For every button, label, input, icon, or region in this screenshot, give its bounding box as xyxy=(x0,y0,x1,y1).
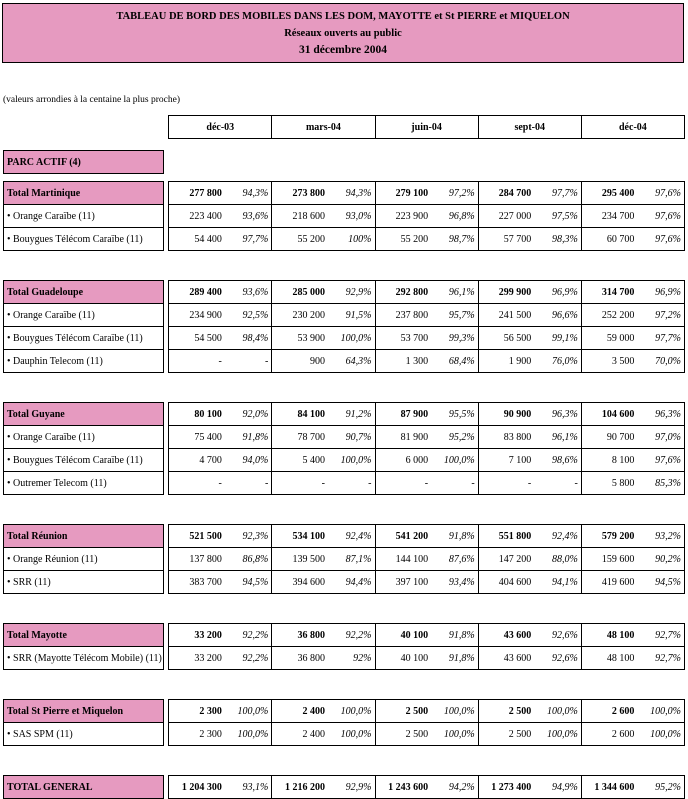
percent-cell: 68,4% xyxy=(431,350,478,373)
percent-cell: 97,6% xyxy=(637,228,684,251)
period-header: mars-04 xyxy=(272,116,375,139)
value-cell: 223 900 xyxy=(375,205,431,228)
spacer-row xyxy=(4,495,685,525)
row-label: Total Réunion xyxy=(4,525,164,548)
value-cell: 81 900 xyxy=(375,426,431,449)
value-cell: 1 273 400 xyxy=(478,776,534,799)
percent-cell: 96,1% xyxy=(534,426,581,449)
total-row xyxy=(4,182,685,205)
value-cell: 279 100 xyxy=(375,182,431,205)
value-cell: 223 400 xyxy=(169,205,225,228)
percent-cell: 93,6% xyxy=(225,281,272,304)
percent-cell: 97,0% xyxy=(637,426,684,449)
value-cell: 159 600 xyxy=(581,548,637,571)
value-cell: 237 800 xyxy=(375,304,431,327)
value-cell: 36 800 xyxy=(272,647,328,670)
spacer-row xyxy=(4,251,685,281)
grand-total-row xyxy=(4,776,685,799)
value-cell: 40 100 xyxy=(375,624,431,647)
value-cell: 234 900 xyxy=(169,304,225,327)
percent-cell: 94,3% xyxy=(328,182,375,205)
spacer-row xyxy=(4,746,685,776)
percent-cell: 92,7% xyxy=(637,624,684,647)
spacer-row xyxy=(4,139,685,151)
percent-cell: 91,2% xyxy=(328,403,375,426)
rounding-note: (valeurs arrondies à la centaine la plus proche) xyxy=(3,95,180,105)
percent-cell: 97,6% xyxy=(637,205,684,228)
value-cell: 534 100 xyxy=(272,525,328,548)
value-cell: 84 100 xyxy=(272,403,328,426)
percent-cell: 91,8% xyxy=(225,426,272,449)
row-label: • Orange Caraïbe (11) xyxy=(4,205,164,228)
operator-row xyxy=(4,472,685,495)
value-cell: 299 900 xyxy=(478,281,534,304)
row-label: • Orange Caraïbe (11) xyxy=(4,304,164,327)
percent-cell: 94,1% xyxy=(534,571,581,594)
operator-row xyxy=(4,723,685,746)
value-cell: 1 216 200 xyxy=(272,776,328,799)
row-label: • Bouygues Télécom Caraïbe (11) xyxy=(4,327,164,350)
percent-cell: 100,0% xyxy=(431,723,478,746)
row-label: Total Martinique xyxy=(4,182,164,205)
value-cell: 54 500 xyxy=(169,327,225,350)
value-cell: 397 100 xyxy=(375,571,431,594)
percent-cell: 90,2% xyxy=(637,548,684,571)
row-label: Total St Pierre et Miquelon xyxy=(4,700,164,723)
value-cell: - xyxy=(272,472,328,495)
value-cell: 90 900 xyxy=(478,403,534,426)
percent-cell: 93,6% xyxy=(225,205,272,228)
total-row xyxy=(4,525,685,548)
spacer-row xyxy=(4,594,685,624)
value-cell: 404 600 xyxy=(478,571,534,594)
value-cell: 1 204 300 xyxy=(169,776,225,799)
percent-cell: 92,4% xyxy=(534,525,581,548)
percent-cell: 92% xyxy=(328,647,375,670)
row-label: Total Mayotte xyxy=(4,624,164,647)
percent-cell: 98,6% xyxy=(534,449,581,472)
percent-cell: 96,3% xyxy=(637,403,684,426)
spacer-row xyxy=(4,174,685,182)
percent-cell: 100,0% xyxy=(328,723,375,746)
period-header-row xyxy=(4,116,685,139)
row-label: Total Guyane xyxy=(4,403,164,426)
row-label: • Bouygues Télécom Caraïbe (11) xyxy=(4,228,164,251)
percent-cell: 92,9% xyxy=(328,776,375,799)
percent-cell: 100,0% xyxy=(637,700,684,723)
spacer-cell xyxy=(4,670,685,700)
percent-cell: - xyxy=(431,472,478,495)
value-cell: 147 200 xyxy=(478,548,534,571)
percent-cell: 92,7% xyxy=(637,647,684,670)
percent-cell: 92,6% xyxy=(534,647,581,670)
value-cell: 8 100 xyxy=(581,449,637,472)
percent-cell: 93,2% xyxy=(637,525,684,548)
value-cell: 227 000 xyxy=(478,205,534,228)
percent-cell: 91,8% xyxy=(431,525,478,548)
operator-row xyxy=(4,205,685,228)
percent-cell: 95,2% xyxy=(431,426,478,449)
percent-cell: 100,0% xyxy=(637,723,684,746)
percent-cell: 86,8% xyxy=(225,548,272,571)
value-cell: 56 500 xyxy=(478,327,534,350)
row-label: • Bouygues Télécom Caraïbe (11) xyxy=(4,449,164,472)
value-cell: 383 700 xyxy=(169,571,225,594)
operator-row xyxy=(4,449,685,472)
value-cell: 5 800 xyxy=(581,472,637,495)
percent-cell: 94,3% xyxy=(225,182,272,205)
percent-cell: 92,5% xyxy=(225,304,272,327)
operator-row xyxy=(4,548,685,571)
percent-cell: 92,2% xyxy=(225,647,272,670)
value-cell: 900 xyxy=(272,350,328,373)
percent-cell: 94,9% xyxy=(534,776,581,799)
percent-cell: 76,0% xyxy=(534,350,581,373)
value-cell: 419 600 xyxy=(581,571,637,594)
total-row xyxy=(4,403,685,426)
value-cell: 1 900 xyxy=(478,350,534,373)
percent-cell: 100,0% xyxy=(225,723,272,746)
percent-cell: 99,1% xyxy=(534,327,581,350)
row-label: Total Guadeloupe xyxy=(4,281,164,304)
row-label: • Dauphin Telecom (11) xyxy=(4,350,164,373)
period-header: déc-04 xyxy=(581,116,684,139)
spacer-cell xyxy=(4,373,685,403)
spacer-cell xyxy=(4,495,685,525)
operator-row xyxy=(4,327,685,350)
spacer-row xyxy=(4,373,685,403)
percent-cell: 92,0% xyxy=(225,403,272,426)
value-cell: 521 500 xyxy=(169,525,225,548)
value-cell: 252 200 xyxy=(581,304,637,327)
percent-cell: 94,5% xyxy=(225,571,272,594)
percent-cell: 98,3% xyxy=(534,228,581,251)
value-cell: 104 600 xyxy=(581,403,637,426)
value-cell: 54 400 xyxy=(169,228,225,251)
report-title: TABLEAU DE BORD DES MOBILES DANS LES DOM, MAYOTTE et St PIERRE et MIQUELON xyxy=(116,11,570,22)
period-header: sept-04 xyxy=(478,116,581,139)
value-cell: 53 700 xyxy=(375,327,431,350)
value-cell: 2 400 xyxy=(272,700,328,723)
percent-cell: 64,3% xyxy=(328,350,375,373)
percent-cell: 94,5% xyxy=(637,571,684,594)
percent-cell: 100,0% xyxy=(431,449,478,472)
percent-cell: - xyxy=(534,472,581,495)
percent-cell: 100,0% xyxy=(328,449,375,472)
value-cell: 87 900 xyxy=(375,403,431,426)
total-row xyxy=(4,624,685,647)
value-cell: 139 500 xyxy=(272,548,328,571)
value-cell: 2 500 xyxy=(375,700,431,723)
report-subtitle: Réseaux ouverts au public xyxy=(284,28,402,39)
value-cell: 394 600 xyxy=(272,571,328,594)
percent-cell: 91,5% xyxy=(328,304,375,327)
percent-cell: - xyxy=(328,472,375,495)
operator-row xyxy=(4,304,685,327)
percent-cell: 95,5% xyxy=(431,403,478,426)
value-cell: 234 700 xyxy=(581,205,637,228)
percent-cell: 97,6% xyxy=(637,182,684,205)
percent-cell: 95,2% xyxy=(637,776,684,799)
percent-cell: 90,7% xyxy=(328,426,375,449)
percent-cell: 93,4% xyxy=(431,571,478,594)
percent-cell: 92,2% xyxy=(225,624,272,647)
percent-cell: 91,8% xyxy=(431,647,478,670)
value-cell: 2 400 xyxy=(272,723,328,746)
percent-cell: 100,0% xyxy=(328,700,375,723)
value-cell: 241 500 xyxy=(478,304,534,327)
spacer-cell xyxy=(4,139,685,151)
value-cell: 57 700 xyxy=(478,228,534,251)
value-cell: 48 100 xyxy=(581,647,637,670)
value-cell: 4 700 xyxy=(169,449,225,472)
percent-cell: 100% xyxy=(328,228,375,251)
value-cell: 7 100 xyxy=(478,449,534,472)
value-cell: 40 100 xyxy=(375,647,431,670)
spacer-row xyxy=(4,670,685,700)
value-cell: 284 700 xyxy=(478,182,534,205)
value-cell: 273 800 xyxy=(272,182,328,205)
value-cell: 78 700 xyxy=(272,426,328,449)
percent-cell: 96,9% xyxy=(637,281,684,304)
value-cell: 314 700 xyxy=(581,281,637,304)
percent-cell: 92,6% xyxy=(534,624,581,647)
value-cell: 2 300 xyxy=(169,723,225,746)
percent-cell: 99,3% xyxy=(431,327,478,350)
percent-cell: 100,0% xyxy=(225,700,272,723)
report-header xyxy=(2,3,684,63)
value-cell: 2 300 xyxy=(169,700,225,723)
dashboard-table xyxy=(3,115,685,799)
percent-cell: 91,8% xyxy=(431,624,478,647)
value-cell: 80 100 xyxy=(169,403,225,426)
percent-cell: 93,1% xyxy=(225,776,272,799)
operator-row xyxy=(4,228,685,251)
percent-cell: 94,2% xyxy=(431,776,478,799)
percent-cell: 87,1% xyxy=(328,548,375,571)
value-cell: 1 243 600 xyxy=(375,776,431,799)
value-cell: 277 800 xyxy=(169,182,225,205)
percent-cell: 97,7% xyxy=(225,228,272,251)
percent-cell: 96,1% xyxy=(431,281,478,304)
percent-cell: 97,2% xyxy=(431,182,478,205)
percent-cell: 96,6% xyxy=(534,304,581,327)
value-cell: 6 000 xyxy=(375,449,431,472)
value-cell: 55 200 xyxy=(375,228,431,251)
percent-cell: 92,2% xyxy=(328,624,375,647)
percent-cell: 97,7% xyxy=(534,182,581,205)
percent-cell: 98,4% xyxy=(225,327,272,350)
spacer-cell xyxy=(4,251,685,281)
value-cell: 2 600 xyxy=(581,700,637,723)
value-cell: 137 800 xyxy=(169,548,225,571)
value-cell: 75 400 xyxy=(169,426,225,449)
row-label: • SRR (Mayotte Télécom Mobile) (11) xyxy=(4,647,164,670)
spacer-cell xyxy=(4,746,685,776)
value-cell: 285 000 xyxy=(272,281,328,304)
value-cell: 55 200 xyxy=(272,228,328,251)
value-cell: 59 000 xyxy=(581,327,637,350)
empty-cell xyxy=(4,116,164,139)
percent-cell: 92,3% xyxy=(225,525,272,548)
value-cell: 2 500 xyxy=(478,700,534,723)
percent-cell: 87,6% xyxy=(431,548,478,571)
percent-cell: 97,7% xyxy=(637,327,684,350)
operator-row xyxy=(4,571,685,594)
operator-row xyxy=(4,647,685,670)
value-cell: 579 200 xyxy=(581,525,637,548)
percent-cell: 97,5% xyxy=(534,205,581,228)
row-label: • Outremer Telecom (11) xyxy=(4,472,164,495)
value-cell: 289 400 xyxy=(169,281,225,304)
report-date: 31 décembre 2004 xyxy=(299,44,387,56)
value-cell: 230 200 xyxy=(272,304,328,327)
value-cell: 53 900 xyxy=(272,327,328,350)
percent-cell: 95,7% xyxy=(431,304,478,327)
row-label: TOTAL GENERAL xyxy=(4,776,164,799)
row-label: • SAS SPM (11) xyxy=(4,723,164,746)
percent-cell: 94,4% xyxy=(328,571,375,594)
percent-cell: 92,4% xyxy=(328,525,375,548)
value-cell: 43 600 xyxy=(478,647,534,670)
spacer-cell xyxy=(4,594,685,624)
value-cell: - xyxy=(169,350,225,373)
percent-cell: 100,0% xyxy=(534,723,581,746)
percent-cell: 93,0% xyxy=(328,205,375,228)
value-cell: 36 800 xyxy=(272,624,328,647)
percent-cell: 92,9% xyxy=(328,281,375,304)
value-cell: 60 700 xyxy=(581,228,637,251)
value-cell: 295 400 xyxy=(581,182,637,205)
value-cell: - xyxy=(478,472,534,495)
total-row xyxy=(4,281,685,304)
value-cell: 551 800 xyxy=(478,525,534,548)
value-cell: 1 300 xyxy=(375,350,431,373)
parc-actif-label: PARC ACTIF (4) xyxy=(4,151,164,174)
value-cell: - xyxy=(375,472,431,495)
operator-row xyxy=(4,350,685,373)
value-cell: 292 800 xyxy=(375,281,431,304)
value-cell: 218 600 xyxy=(272,205,328,228)
percent-cell: 96,8% xyxy=(431,205,478,228)
percent-cell: - xyxy=(225,350,272,373)
empty-cell xyxy=(164,151,685,174)
percent-cell: - xyxy=(225,472,272,495)
value-cell: 90 700 xyxy=(581,426,637,449)
percent-cell: 98,7% xyxy=(431,228,478,251)
value-cell: 541 200 xyxy=(375,525,431,548)
total-row xyxy=(4,700,685,723)
percent-cell: 96,3% xyxy=(534,403,581,426)
percent-cell: 88,0% xyxy=(534,548,581,571)
value-cell: 2 500 xyxy=(375,723,431,746)
row-label: • Orange Caraïbe (11) xyxy=(4,426,164,449)
value-cell: 1 344 600 xyxy=(581,776,637,799)
percent-cell: 100,0% xyxy=(534,700,581,723)
value-cell: 43 600 xyxy=(478,624,534,647)
row-label: • SRR (11) xyxy=(4,571,164,594)
percent-cell: 96,9% xyxy=(534,281,581,304)
value-cell: 48 100 xyxy=(581,624,637,647)
value-cell: 2 500 xyxy=(478,723,534,746)
percent-cell: 97,6% xyxy=(637,449,684,472)
percent-cell: 100,0% xyxy=(328,327,375,350)
percent-cell: 85,3% xyxy=(637,472,684,495)
value-cell: 33 200 xyxy=(169,624,225,647)
parc-actif-row xyxy=(4,151,685,174)
percent-cell: 100,0% xyxy=(431,700,478,723)
period-header: juin-04 xyxy=(375,116,478,139)
value-cell: - xyxy=(169,472,225,495)
percent-cell: 97,2% xyxy=(637,304,684,327)
row-label: • Orange Réunion (11) xyxy=(4,548,164,571)
value-cell: 3 500 xyxy=(581,350,637,373)
value-cell: 2 600 xyxy=(581,723,637,746)
operator-row xyxy=(4,426,685,449)
percent-cell: 94,0% xyxy=(225,449,272,472)
value-cell: 5 400 xyxy=(272,449,328,472)
spacer-cell xyxy=(4,174,685,182)
value-cell: 83 800 xyxy=(478,426,534,449)
period-header: déc-03 xyxy=(169,116,272,139)
value-cell: 33 200 xyxy=(169,647,225,670)
percent-cell: 70,0% xyxy=(637,350,684,373)
value-cell: 144 100 xyxy=(375,548,431,571)
